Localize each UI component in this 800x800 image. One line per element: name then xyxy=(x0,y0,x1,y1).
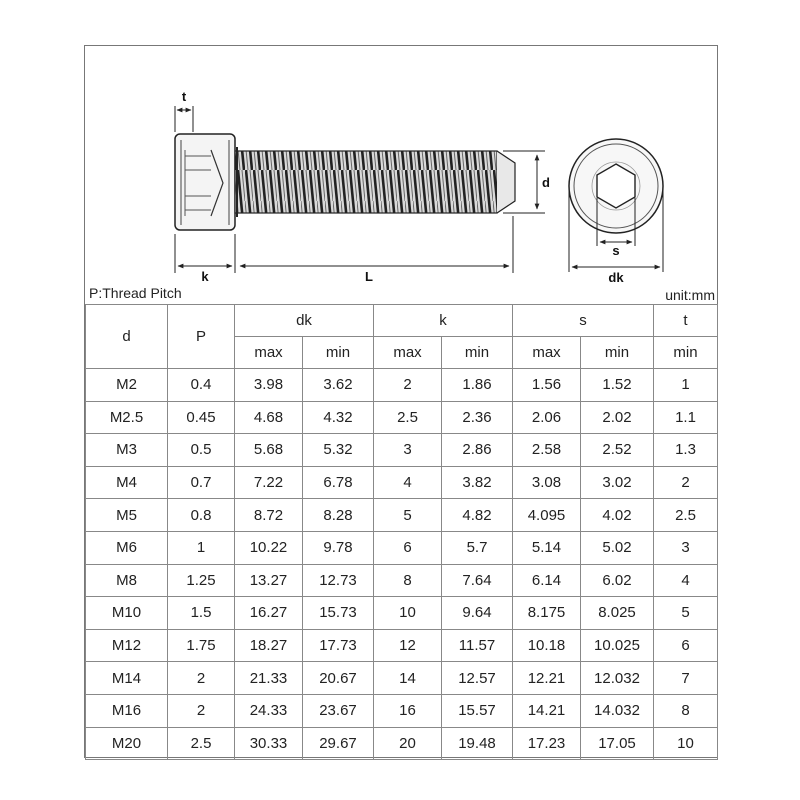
cell-p: 0.4 xyxy=(168,369,235,402)
cell-dk-max: 4.68 xyxy=(235,401,303,434)
cell-p: 2 xyxy=(168,694,235,727)
cell-d: M8 xyxy=(86,564,168,597)
cell-p: 0.7 xyxy=(168,466,235,499)
table-row xyxy=(86,466,718,499)
cell-t-min: 5 xyxy=(654,597,718,630)
cell-k-min: 19.48 xyxy=(442,727,513,760)
cell-dk-max: 16.27 xyxy=(235,597,303,630)
cell-p: 2 xyxy=(168,662,235,695)
cell-d: M2 xyxy=(86,369,168,402)
cell-s-max: 12.21 xyxy=(513,662,581,695)
cell-k-min: 9.64 xyxy=(442,597,513,630)
table-body xyxy=(86,369,718,760)
cell-k-max: 14 xyxy=(374,662,442,695)
cell-k-min: 2.86 xyxy=(442,434,513,467)
table-row xyxy=(86,369,718,402)
screw-head-side-view xyxy=(175,134,235,230)
cell-d: M2.5 xyxy=(86,401,168,434)
cell-k-max: 2.5 xyxy=(374,401,442,434)
table-row xyxy=(86,531,718,564)
spec-sheet-frame xyxy=(84,45,718,758)
cell-k-max: 5 xyxy=(374,499,442,532)
cell-p: 0.5 xyxy=(168,434,235,467)
cell-t-min: 2 xyxy=(654,466,718,499)
thread-pitch-note: P:Thread Pitch xyxy=(89,285,182,301)
cell-k-min: 15.57 xyxy=(442,694,513,727)
cell-k-max: 8 xyxy=(374,564,442,597)
subheader-t-min: min xyxy=(654,337,718,369)
cell-t-min: 1.3 xyxy=(654,434,718,467)
column-header-k: k xyxy=(374,305,513,337)
dimension-label-dk: dk xyxy=(608,270,624,285)
cell-p: 1.5 xyxy=(168,597,235,630)
table-row xyxy=(86,564,718,597)
cell-dk-max: 13.27 xyxy=(235,564,303,597)
table-header-row-top xyxy=(86,305,718,337)
cell-s-min: 14.032 xyxy=(581,694,654,727)
cell-k-min: 7.64 xyxy=(442,564,513,597)
cell-dk-max: 18.27 xyxy=(235,629,303,662)
cell-p: 0.45 xyxy=(168,401,235,434)
cell-dk-max: 30.33 xyxy=(235,727,303,760)
cell-s-max: 14.21 xyxy=(513,694,581,727)
dimension-L xyxy=(240,216,513,284)
cell-k-min: 1.86 xyxy=(442,369,513,402)
cell-d: M6 xyxy=(86,531,168,564)
cell-dk-min: 15.73 xyxy=(303,597,374,630)
screw-thread-shaft xyxy=(235,147,515,217)
cell-dk-max: 5.68 xyxy=(235,434,303,467)
cell-dk-max: 7.22 xyxy=(235,466,303,499)
cell-dk-min: 12.73 xyxy=(303,564,374,597)
cell-s-min: 4.02 xyxy=(581,499,654,532)
unit-note: unit:mm xyxy=(665,287,715,303)
column-header-t: t xyxy=(654,305,718,337)
cell-s-min: 10.025 xyxy=(581,629,654,662)
dimension-spec-table xyxy=(85,304,718,760)
cell-k-max: 10 xyxy=(374,597,442,630)
cell-dk-min: 3.62 xyxy=(303,369,374,402)
cell-dk-min: 4.32 xyxy=(303,401,374,434)
table-row xyxy=(86,694,718,727)
subheader-dk-max: max xyxy=(235,337,303,369)
subheader-s-max: max xyxy=(513,337,581,369)
cell-s-max: 3.08 xyxy=(513,466,581,499)
cell-s-min: 2.52 xyxy=(581,434,654,467)
cell-d: M12 xyxy=(86,629,168,662)
cell-k-min: 2.36 xyxy=(442,401,513,434)
table-row xyxy=(86,629,718,662)
cell-k-min: 12.57 xyxy=(442,662,513,695)
cell-dk-min: 8.28 xyxy=(303,499,374,532)
cell-d: M16 xyxy=(86,694,168,727)
dimension-label-t: t xyxy=(181,89,187,104)
cell-s-max: 8.175 xyxy=(513,597,581,630)
cell-t-min: 1 xyxy=(654,369,718,402)
cell-s-min: 5.02 xyxy=(581,531,654,564)
column-header-p: P xyxy=(168,305,235,369)
cell-dk-max: 24.33 xyxy=(235,694,303,727)
table-row xyxy=(86,597,718,630)
cell-k-max: 3 xyxy=(374,434,442,467)
column-header-d: d xyxy=(86,305,168,369)
cell-s-max: 1.56 xyxy=(513,369,581,402)
cell-s-max: 4.095 xyxy=(513,499,581,532)
screw-dimension-diagram xyxy=(85,46,719,291)
column-header-dk: dk xyxy=(235,305,374,337)
cell-s-max: 10.18 xyxy=(513,629,581,662)
cell-d: M20 xyxy=(86,727,168,760)
cell-t-min: 7 xyxy=(654,662,718,695)
cell-t-min: 3 xyxy=(654,531,718,564)
table-row xyxy=(86,401,718,434)
cell-d: M14 xyxy=(86,662,168,695)
cell-p: 1.75 xyxy=(168,629,235,662)
dimension-t xyxy=(175,89,193,132)
subheader-k-min: min xyxy=(442,337,513,369)
cell-s-min: 12.032 xyxy=(581,662,654,695)
cell-s-min: 8.025 xyxy=(581,597,654,630)
cell-dk-max: 8.72 xyxy=(235,499,303,532)
cell-k-max: 2 xyxy=(374,369,442,402)
cell-t-min: 8 xyxy=(654,694,718,727)
cell-t-min: 4 xyxy=(654,564,718,597)
cell-k-max: 16 xyxy=(374,694,442,727)
cell-p: 1.25 xyxy=(168,564,235,597)
cell-p: 1 xyxy=(168,531,235,564)
cell-s-max: 2.58 xyxy=(513,434,581,467)
cell-s-max: 5.14 xyxy=(513,531,581,564)
cell-dk-max: 3.98 xyxy=(235,369,303,402)
cell-s-min: 17.05 xyxy=(581,727,654,760)
table-row xyxy=(86,662,718,695)
table-row xyxy=(86,727,718,760)
subheader-dk-min: min xyxy=(303,337,374,369)
cell-dk-min: 9.78 xyxy=(303,531,374,564)
column-header-s: s xyxy=(513,305,654,337)
cell-s-min: 2.02 xyxy=(581,401,654,434)
cell-s-min: 6.02 xyxy=(581,564,654,597)
cell-t-min: 6 xyxy=(654,629,718,662)
cell-k-min: 11.57 xyxy=(442,629,513,662)
cell-dk-min: 17.73 xyxy=(303,629,374,662)
cell-k-max: 6 xyxy=(374,531,442,564)
cell-dk-min: 23.67 xyxy=(303,694,374,727)
cell-k-min: 5.7 xyxy=(442,531,513,564)
table-row xyxy=(86,499,718,532)
cell-s-max: 6.14 xyxy=(513,564,581,597)
cell-dk-min: 20.67 xyxy=(303,662,374,695)
cell-dk-min: 6.78 xyxy=(303,466,374,499)
cell-t-min: 10 xyxy=(654,727,718,760)
cell-s-max: 2.06 xyxy=(513,401,581,434)
cell-d: M5 xyxy=(86,499,168,532)
cell-k-min: 4.82 xyxy=(442,499,513,532)
cell-dk-min: 5.32 xyxy=(303,434,374,467)
cell-d: M3 xyxy=(86,434,168,467)
subheader-k-max: max xyxy=(374,337,442,369)
cell-d: M10 xyxy=(86,597,168,630)
cell-s-min: 1.52 xyxy=(581,369,654,402)
dimension-label-L: L xyxy=(365,269,373,284)
dimension-label-s: s xyxy=(612,243,620,258)
cell-dk-max: 10.22 xyxy=(235,531,303,564)
screw-head-end-view xyxy=(569,139,663,233)
dimension-label-k: k xyxy=(201,269,209,284)
cell-k-max: 20 xyxy=(374,727,442,760)
cell-s-min: 3.02 xyxy=(581,466,654,499)
cell-k-max: 12 xyxy=(374,629,442,662)
cell-d: M4 xyxy=(86,466,168,499)
cell-s-max: 17.23 xyxy=(513,727,581,760)
dimension-label-d: d xyxy=(542,175,550,190)
table-row xyxy=(86,434,718,467)
dimension-k xyxy=(175,234,235,284)
cell-k-max: 4 xyxy=(374,466,442,499)
cell-dk-min: 29.67 xyxy=(303,727,374,760)
cell-p: 0.8 xyxy=(168,499,235,532)
subheader-s-min: min xyxy=(581,337,654,369)
cell-t-min: 2.5 xyxy=(654,499,718,532)
cell-t-min: 1.1 xyxy=(654,401,718,434)
cell-dk-max: 21.33 xyxy=(235,662,303,695)
cell-p: 2.5 xyxy=(168,727,235,760)
cell-k-min: 3.82 xyxy=(442,466,513,499)
